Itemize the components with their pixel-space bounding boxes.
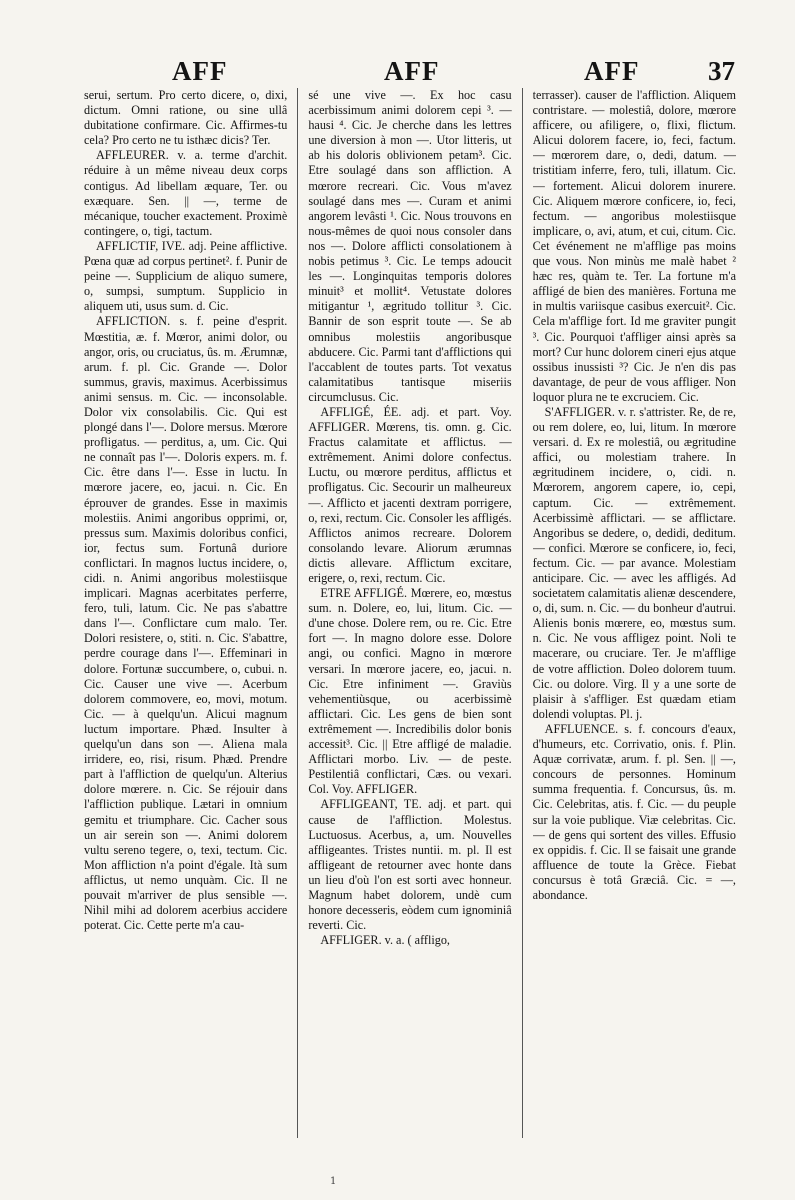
header-left-headword: AFF — [172, 56, 228, 86]
page-number: 37 — [708, 56, 735, 86]
entry-etre-afflige: ETRE AFFLIGÉ. Mœrere, eo, mœstus sum. n. Dolere, eo, lui, litum. Cic. — d'une chose. Dolere rem, ou re. Cic. Etre fort —. In magno dolore esse. Dolore angi, ou confici. Magno in mœrore versari. In mœrore jacere, eo, jacui. n. Cic. Etre infiniment —. Graviùs vehementiùsque, ou acerbissimè afflictari. Cic. Les gens de bien sont extrêmement —. Incredibilis dolor bonis accessit³. Cic. || Etre affligé de maladie. Afflictari morbo. Liv. — de peste. Pestilentiâ conflictari, Cæs. ou vexari. Col. Voy. AFFLIGER. — [308, 586, 512, 797]
footer-mark: 1 — [330, 1176, 337, 1187]
text-columns — [84, 88, 736, 1138]
header-center-headword: AFF — [384, 56, 440, 86]
paragraph: serui, sertum. Pro certo dicere, o, dixi, dictum. Omni ratione, ou sine ullâ dubitatione confirmare. Cic. Affirmes-tu cela? Pro certo ne tu isthæc dicis? Ter. — [84, 88, 288, 148]
column-divider — [297, 88, 298, 1138]
entry-afflige: AFFLIGÉ, ÉE. adj. et part. Voy. AFFLIGER. Mœrens, tis. omn. g. Cic. Fractus calamitate et afflictus. — extrêmement. Animi dolore confectus. Luctu, ou mœrore perditus, afflictus et profligatus. Cic. Secourir un malheureux —. Afflicto et jacenti dextram porrigere, o, rexi, rectum. Cic. Consoler les affligés. Afflictos animos recreare. Dolorem consolando levare. Aliorum ærumnas dictis allevare. Afflictum excitare, erigere, o, rexi, rectum. Cic. — [308, 404, 512, 585]
entry-s-affliger: S'AFFLIGER. v. r. s'attrister. Re, de re, ou rem dolere, eo, lui, litum. In mœrore versari. d. Ex re molestiâ, ou ægritudine affici, ou molestiam trahere. In ægritudinem incidere, o, cidi. n. Mœrorem, angorem capere, io, cepi, captum. Cic. — extrêmement. Acerbissimè afflictari. — se afflictare. Angoribus se dedere, o, dedidi, deditum. — confici. Mœrore se conficere, io, feci, fectum. Cic. — par avance. Molestiam anticipare. Cic. — avec les affligés. Ad societatem calamitatis alienæ descendere, o, di, sum. n. Cic. — du bonheur d'autrui. Alienis bonis mœrere, eo, mœstus sum. n. Cic. Ne vous affligez point. Noli te macerare, ou cruciare. Ter. Je m'afflige de votre affliction. Doleo dolorem tuum. Cic. ou dolore. Virg. Il y a une sorte de plaisir à s'affliger. Est quædam etiam dolendi voluptas. Pl. j. — [532, 404, 736, 721]
running-header — [84, 56, 735, 86]
header-right-headword: AFF — [584, 56, 640, 86]
entry-afflictif: AFFLICTIF, IVE. adj. Peine afflictive. Pœna quæ ad corpus pertinet². f. Punir de peine —. Supplicium de aliquo sumere, o, sumpsi, sumptum. Supplicio in aliquem uti, usus sum. d. Cic. — [84, 238, 288, 314]
entry-affliction: AFFLICTION. s. f. peine d'esprit. Mœstitia, æ. f. Mœror, animi dolor, ou angor, oris, ou cruciatus, ûs. m. Ærumnæ, arum. f. pl. Cic. Grande —. Dolor summus, gravis, maximus. Acerbissimus animi sensus. m. Cic. — inconsolable. Dolor vix consolabilis. Cic. Qui est plongé dans l'—. Dolore mersus. Mœrore profligatus. — perditus, a, um. Cic. Qui ne connaît pas l'—. Doloris expers. m. f. Cic. être dans l'—. Esse in luctu. In mœrore jacere, eo, jacui. n. Cic. En éprouver de grandes. Esse in maximis molestiis. Animi angoribus opprimi, or, pressus sum. Maximis doloribus confici, ior, fectus sum. Fortunâ duriore conflictari. In magnos luctus incidere, o, cidi. n. Animi angoribus molestiisque implicari. Magnas acerbitates perferre, fero, tuli, latum. Cic. Ne pas s'abattre dans l'—. Conflictare cum malo. Ter. Dolori resistere, o, stiti. n. Cic. S'abattre, perdre courage dans l'—. Effeminari in dolore. Fortunæ succumbere, o, cubui. n. Cic. Causer une vive —. Acerbum dolorem commovere, eo, movi, motum. Cic. — à quelqu'un. Alicui magnum luctum importare. Phæd. Insulter à quelqu'un dans son —. Aliena mala irridere, eo, risi, risum. Phæd. Prendre part à l'affliction de quelqu'un. Alterius dolore mœrere. n. Cic. Se réjouir dans l'affliction publique. Lætari in omnium gemitu et triumphare. Cic. Cacher sous un air serein son —. Animi dolorem vultu sereno tegere, o, texi, tectum. Cic. Mon affliction n'a point d'égale. Ità sum afflictus, ut nemo unquàm. Cic. Il ne pouvait m'arriver de plus sensible —. Nihil mihi ad dolorem acerbius accidere poterat. Cic. Cette perte m'a cau- — [84, 314, 288, 933]
paragraph: sé une vive —. Ex hoc casu acerbissimum animi dolorem cepi ³. — hausi ⁴. Cic. Je cherche dans les lettres une diversion à mon —. Utor litteris, ut ab his doloris oblivionem petam³. Cic. Etre soulagé dans son affliction. A mœrore recreari. Cic. Vous m'avez soulagé dans mes —. Curam et animi angorem levâsti ¹. Cic. Nous trouvons en nous-mêmes de quoi nous consoler dans nos —. Dolore afflicti consolationem à nobis petimus ³. Cic. Le temps adoucit les —. Longinquitas temporis dolores minuit³ et mollit⁴. Vetustate dolores mitigantur ¹, ægritudo tollitur ³. Cic. Bannir de son esprit toute —. Se ab omnibus molestiis angoribusque abducere. Cic. Parmi tant d'afflictions qui l'accablent de toutes parts. Tot vexatus calamitatibus tantisque miseriis circumclusus. Cic. — [308, 88, 512, 404]
column-right — [533, 88, 736, 1138]
paragraph: terrasser). causer de l'affliction. Aliquem contristare. — molestiâ, dolore, mœrore afficere, ou afiligere, o, flixi, flictum. Alicui dolorem facere, io, feci, factum. — mœrorem dare, o, dedi, datum. — tristitiam inferre, fero, tuli, illatum. Cic. — fortement. Alicui dolorem inurere. Cic. Aliquem mœrore conficere, io, feci, fectum. — angoribus molestiisque implicare, o, avi, atum, et cui, citum. Cic. Cet événement ne m'afflige pas moins que vous. Non minùs me malè habet ² hæc res, quàm te. Ter. La fortune m'a affligé de bien des manières. Fortuna me in multis variisque casibus exercuit². Cic. Cela m'afflige fort. Id me graviter pungit ³. Cic. Pourquoi t'affliger ainsi après sa mort? Cur hunc dolorem cineri ejus atque ossibus inussisti ³? Cic. Je n'en dis pas davantage, de peur de vous affliger. Non loquor plura ne te excruciem. Cic. — [532, 88, 736, 404]
column-divider — [522, 88, 523, 1138]
column-center — [308, 88, 511, 1138]
entry-affligeant: AFFLIGEANT, TE. adj. et part. qui cause de l'affliction. Molestus. Luctuosus. Acerbus, a, um. Nouvelles affligeantes. Tristes nuntii. m. pl. Il est affligeant de retourner avec honte dans un lieu d'où l'on est sorti avec honneur. Magnum habet dolorem, undè cum honore decesseris, eòdem cum ignominiâ reverti. Cic. — [308, 797, 512, 933]
entry-affliger: AFFLIGER. v. a. ( affligo, — [320, 933, 450, 948]
entry-affluence: AFFLUENCE. s. f. concours d'eaux, d'humeurs, etc. Corrivatio, onis. f. Plin. Aquæ corrivatæ, arum. f. pl. Sen. || —, concours de personnes. Hominum summa frequentia. f. Concursus, ûs. m. Cic. Celebritas, atis. f. Cic. — du peuple sur la voie publique. Viæ celebritas. Cic. — de gens qui sortent des villes. Effusio ex oppidis. f. Cic. Il se faisait une grande affluence de toute la Grèce. Fiebat concursus è totâ Græciâ. Cic. = —, abondance. — [532, 721, 736, 902]
entry-affleurer: AFFLEURER. v. a. terme d'archit. réduire à un même niveau deux corps contigus. Ad libellam æquare, Ter. ou exæquare. Sen. || —, terme de mécanique, toucher exactement. Proximè contingere, o, tigi, tactum. — [84, 148, 288, 238]
column-left — [84, 88, 287, 1138]
